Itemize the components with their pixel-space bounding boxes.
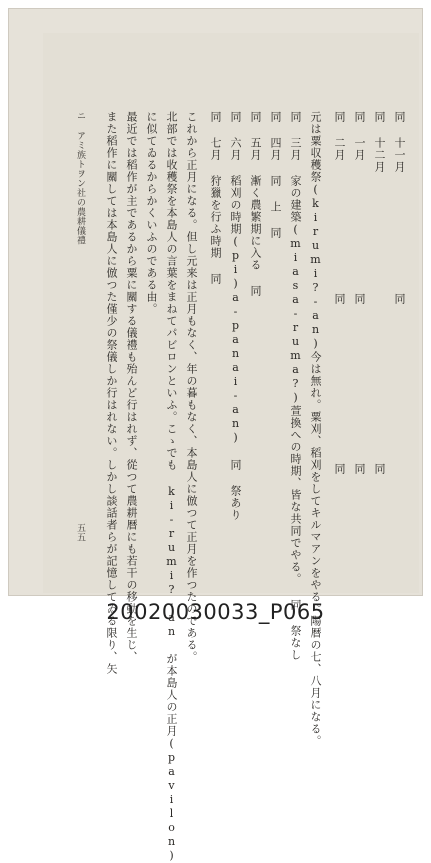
body-line-7: これから正月になる。但し元来は正月もなく、年の暮もなく、本島人に倣つて正月を作つたのである。 bbox=[185, 111, 198, 663]
body-line-4: 同 五月 漸く農繁期に入る 同 bbox=[249, 111, 262, 297]
image-caption: 20020030033_P065 bbox=[106, 600, 325, 624]
body-line-11: また稻作に關しては本島人に倣つた僅少の祭儀しか行はれない。しかし談話者らが記憶してゐる限り、矢 bbox=[105, 111, 118, 675]
month-row-2-col3: 同 bbox=[373, 463, 386, 475]
body-line-8: 北部では收穫祭を本島人の言葉をまねてパビロンといふ。こゝでも ki-rumi?-an が本島人の正月(pavilon) bbox=[165, 111, 178, 863]
body-line-6: 同 七月 狩獵を行ふ時期 同 bbox=[209, 111, 222, 285]
month-row-3: 同 一月 bbox=[353, 111, 366, 161]
month-row-1: 同 十一月 bbox=[393, 111, 406, 173]
body-line-10: 最近では稻作が主であるから粟に關する儀禮も殆んど行はれず、從つて農耕暦にも若干の移動を生じ、 bbox=[125, 111, 138, 663]
month-row-2: 同 十二月 bbox=[373, 111, 386, 173]
body-line-3: 同 四月 同 上 同 bbox=[269, 111, 282, 239]
month-row-1-col2: 同 bbox=[393, 293, 406, 305]
month-row-3-col2: 同 bbox=[353, 293, 366, 305]
month-row-3-col3: 同 bbox=[353, 463, 366, 475]
body-line-2: 同 三月 家の建築(miasa-ruma?)萱換への時期、皆な共同でやる。 同 祭なし bbox=[289, 111, 302, 661]
month-row-4-col2: 同 bbox=[333, 293, 346, 305]
body-line-1: 元は粟収穫祭(kirumi?-an)今は無れ。粟刈、稻刈をしてキルマアンをやる。陽暦の七、八月になる。 bbox=[309, 111, 322, 747]
month-row-4-col3: 同 bbox=[333, 463, 346, 475]
page-number: 五五 bbox=[75, 523, 85, 542]
body-line-9: に似てゐるからかくいふのである由。 bbox=[145, 111, 158, 315]
month-row-4: 同 二月 bbox=[333, 111, 346, 161]
body-line-5: 同 六月 稻刈の時期(pi)a-panai-an) 同 祭あり bbox=[229, 111, 242, 521]
running-title: ニ アミ族トヲン社の農耕儀禮 bbox=[75, 111, 85, 245]
